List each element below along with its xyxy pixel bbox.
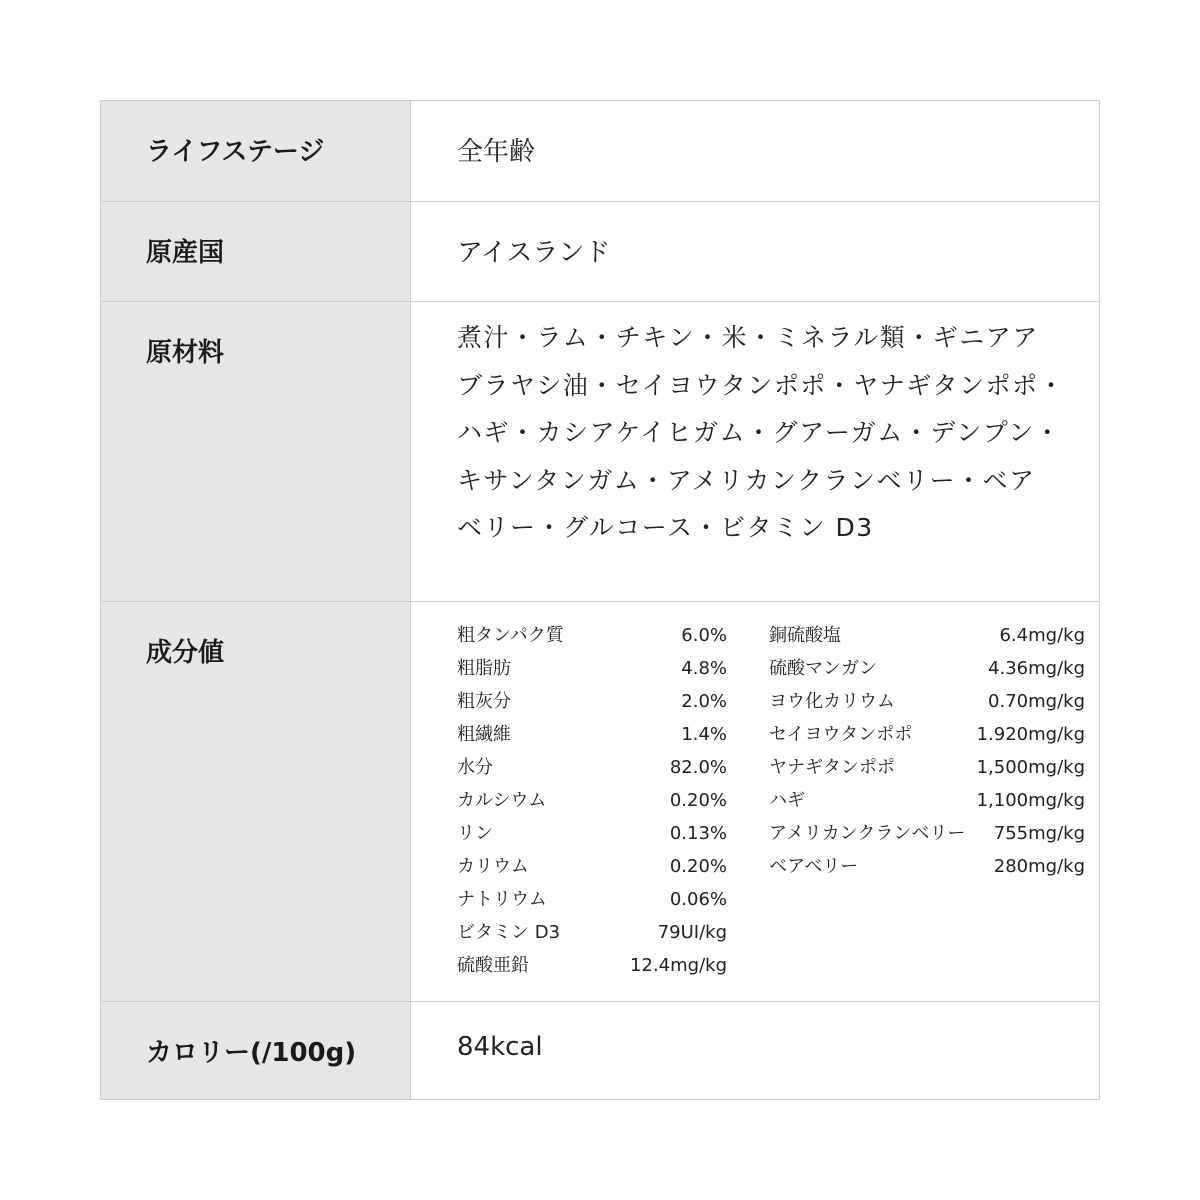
nutrient-value: 2.0%	[681, 691, 727, 712]
nutrient-row	[457, 756, 727, 789]
nutrient-row	[457, 855, 727, 888]
nutrient-value: 6.0%	[681, 625, 727, 646]
row-origin	[101, 201, 1099, 301]
nutrient-row	[769, 789, 1085, 822]
ingredients-line: キサンタンガム・アメリカンクランベリー・ベア	[457, 465, 1036, 495]
ingredients-line: ブラヤシ油・セイヨウタンポポ・ヤナギタンポポ・	[457, 370, 1066, 400]
origin-value: アイスランド	[457, 238, 611, 268]
nutrient-value: 1,100mg/kg	[976, 790, 1085, 811]
origin-label: 原産国	[101, 202, 411, 301]
nutrient-value: 12.4mg/kg	[630, 955, 727, 976]
life-stage-label: ライフステージ	[101, 101, 411, 201]
product-spec-table	[100, 100, 1100, 1100]
nutrient-name: ヤナギタンポポ	[769, 757, 895, 778]
nutrient-name: 水分	[457, 757, 493, 778]
nutrient-row	[457, 954, 727, 987]
nutrient-value: 0.06%	[669, 889, 727, 910]
nutrient-name: 硫酸亜鉛	[457, 955, 529, 976]
nutrient-row	[457, 789, 727, 822]
nutrient-row	[769, 624, 1085, 657]
calorie-label: カロリー(/100g)	[101, 1002, 411, 1099]
ingredients-line: ベリー・グルコース・ビタミン D3	[457, 513, 874, 542]
nutrition-label: 成分値	[101, 602, 411, 1001]
nutrient-value: 82.0%	[669, 757, 727, 778]
nutrient-value: 1.4%	[681, 724, 727, 745]
nutrient-name: 粗繊維	[457, 724, 511, 745]
nutrient-name: 粗脂肪	[457, 658, 511, 679]
nutrient-row	[457, 690, 727, 723]
nutrient-name: ナトリウム	[457, 889, 547, 910]
nutrient-row	[457, 723, 727, 756]
nutrient-name: カリウム	[457, 856, 529, 877]
nutrient-value: 0.20%	[669, 856, 727, 877]
ingredients-value	[411, 302, 1099, 601]
nutrition-column-left	[457, 624, 727, 1001]
row-ingredients	[101, 301, 1099, 601]
nutrition-column-right	[769, 624, 1085, 1001]
nutrient-value: 0.70mg/kg	[988, 691, 1085, 712]
nutrient-row	[769, 723, 1085, 756]
nutrient-name: カルシウム	[457, 790, 547, 811]
nutrient-name: ヨウ化カリウム	[769, 691, 895, 712]
nutrient-name: 銅硫酸塩	[769, 625, 841, 646]
nutrient-name: ビタミン D3	[457, 922, 561, 943]
ingredients-line: ハギ・カシアケイヒガム・グアーガム・デンプン・	[457, 418, 1062, 447]
nutrient-row	[769, 756, 1085, 789]
nutrient-value: 1,500mg/kg	[976, 757, 1085, 778]
nutrient-value: 280mg/kg	[993, 856, 1085, 877]
nutrient-row	[769, 822, 1085, 855]
nutrient-row	[457, 822, 727, 855]
nutrient-value: 4.8%	[681, 658, 727, 679]
nutrient-row	[457, 921, 727, 954]
nutrient-value: 1.920mg/kg	[976, 724, 1085, 745]
nutrient-name: リン	[457, 823, 493, 844]
nutrient-value: 79UI/kg	[657, 922, 727, 943]
row-nutrition	[101, 601, 1099, 1001]
nutrient-row	[769, 657, 1085, 690]
nutrient-name: ベアベリー	[769, 856, 859, 877]
ingredients-label: 原材料	[101, 302, 411, 601]
nutrient-name: 粗タンパク質	[457, 625, 564, 646]
nutrient-row	[769, 690, 1085, 723]
calorie-value: 84kcal	[457, 1032, 543, 1062]
nutrient-name: 粗灰分	[457, 691, 511, 712]
nutrient-row	[457, 657, 727, 690]
nutrition-values	[411, 602, 1099, 1001]
row-calorie	[101, 1001, 1099, 1099]
nutrient-row	[457, 888, 727, 921]
nutrient-name: セイヨウタンポポ	[769, 724, 913, 745]
nutrient-row	[769, 855, 1085, 888]
life-stage-value: 全年齢	[457, 137, 536, 167]
nutrient-row	[457, 624, 727, 657]
nutrient-value: 4.36mg/kg	[988, 658, 1085, 679]
nutrient-name: アメリカンクランベリー	[769, 823, 966, 844]
nutrient-name: 硫酸マンガン	[769, 658, 877, 679]
nutrient-value: 6.4mg/kg	[999, 625, 1085, 646]
nutrient-value: 0.13%	[669, 823, 727, 844]
row-life-stage	[101, 101, 1099, 201]
nutrient-value: 0.20%	[669, 790, 727, 811]
nutrient-name: ハギ	[769, 790, 805, 811]
ingredients-line: 煮汁・ラム・チキン・米・ミネラル類・ギニアア	[457, 323, 1039, 352]
nutrient-value: 755mg/kg	[993, 823, 1085, 844]
